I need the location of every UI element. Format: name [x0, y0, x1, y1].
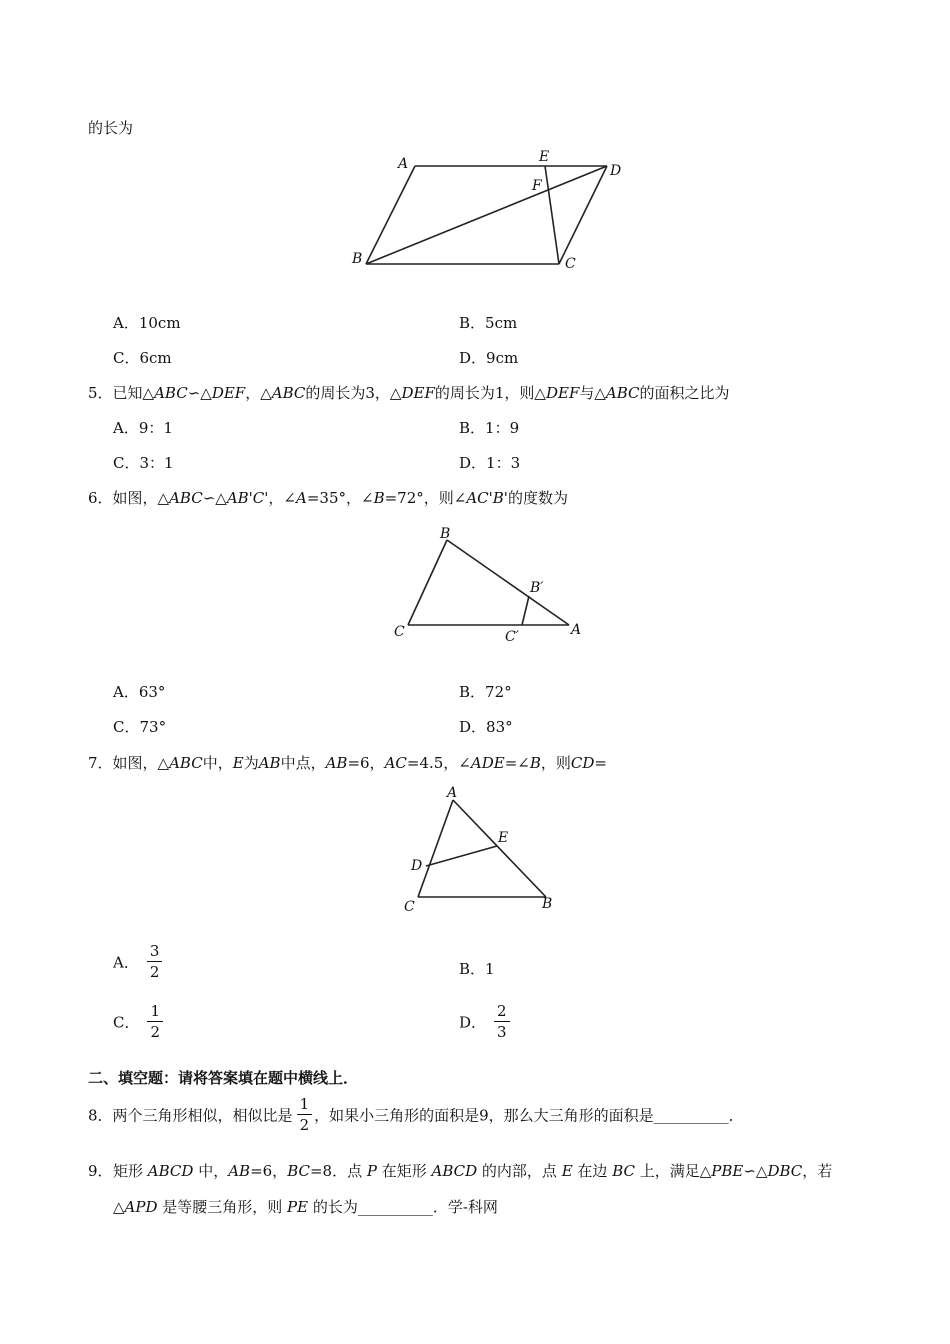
fraction-3-2: $\frac{3}{2}$: [147, 944, 163, 980]
q7-option-a[interactable]: A． $\frac{3}{2}$: [113, 944, 162, 980]
q6-option-c[interactable]: C．73°: [113, 718, 167, 736]
q6-label-c1: C′: [505, 629, 519, 645]
q5-option-d[interactable]: D．1：3: [459, 454, 521, 472]
q4-label-c: C: [565, 256, 576, 272]
q6-label-a: A: [571, 622, 582, 638]
q9-number: 9．: [88, 1162, 113, 1180]
q7-side-ac: [418, 800, 453, 897]
q4-option-d[interactable]: D．9cm: [459, 349, 519, 367]
q4-option-b[interactable]: B．5cm: [459, 314, 518, 332]
q4-label-b: B: [352, 251, 363, 267]
q8-stem: 8．两个三角形相似，相似比是 $\frac{1}{2}$ ，如果小三角形的面积是9，那么大三角形的面积是__________．: [88, 1095, 744, 1134]
q6-option-a[interactable]: A．63°: [113, 683, 166, 701]
q4-label-a: A: [398, 156, 409, 172]
q4-label-f: F: [532, 178, 542, 194]
q7-stem: 7．如图，△ABC中，E为AB中点，AB=6，AC=4.5，∠ADE=∠B，则CD=: [88, 754, 607, 772]
q7-label-e: E: [498, 830, 509, 846]
q7-label-b: B: [542, 896, 553, 912]
q4-label-d: D: [610, 163, 622, 179]
q6-option-d[interactable]: D．83°: [459, 718, 513, 736]
q7-option-d[interactable]: D． $\frac{2}{3}$: [459, 1004, 510, 1040]
q5-option-c[interactable]: C．3：1: [113, 454, 174, 472]
fraction-1-2: $\frac{1}{2}$: [147, 1004, 163, 1040]
q5-stem: 5．已知△ABC∽△DEF，△ABC的周长为3，△DEF的周长为1，则△DEF与△ABC的面积之比为: [88, 384, 730, 402]
q9-line-2: △APD 是等腰三角形，则 PE 的长为__________．学-科网: [113, 1198, 498, 1216]
q6-label-b: B: [440, 526, 451, 542]
q6-stem: 6．如图，△ABC∽△AB'C'，∠A=35°，∠B=72°，则∠AC'B'的度数为: [88, 489, 568, 507]
q7-option-b[interactable]: B．1: [459, 960, 495, 978]
q4-stem-tail: 的长为: [88, 119, 134, 137]
q8-answer-blank[interactable]: __________: [653, 1106, 729, 1124]
q4-label-e: E: [539, 149, 550, 165]
q7-option-c[interactable]: C． $\frac{1}{2}$: [113, 1004, 163, 1040]
q5-option-b[interactable]: B．1：9: [459, 419, 520, 437]
q7-label-c: C: [404, 899, 415, 915]
q7-side-ab: [453, 800, 546, 897]
q7-label-a: A: [447, 785, 458, 801]
q7-label-d: D: [411, 858, 423, 874]
q6-label-b1: B′: [530, 580, 544, 596]
q4-option-c[interactable]: C．6cm: [113, 349, 172, 367]
q6-label-c: C: [394, 624, 405, 640]
q5-option-a[interactable]: A．9：1: [113, 419, 173, 437]
fraction-1-2: $\frac{1}{2}$: [297, 1097, 313, 1133]
q6-option-b[interactable]: B．72°: [459, 683, 512, 701]
section-2-title: 二、填空题：请将答案填在题中横线上．: [88, 1069, 359, 1087]
q9-line-1: 矩形 ABCD 中，AB=6，BC=8．点 P 在矩形 ABCD 的内部，点 E 在边 BC 上，满足△PBE∽△DBC，若: [113, 1162, 833, 1180]
q4-option-a[interactable]: A．10cm: [113, 314, 181, 332]
q7-segment-de: [426, 846, 497, 866]
fraction-2-3: $\frac{2}{3}$: [494, 1004, 510, 1040]
